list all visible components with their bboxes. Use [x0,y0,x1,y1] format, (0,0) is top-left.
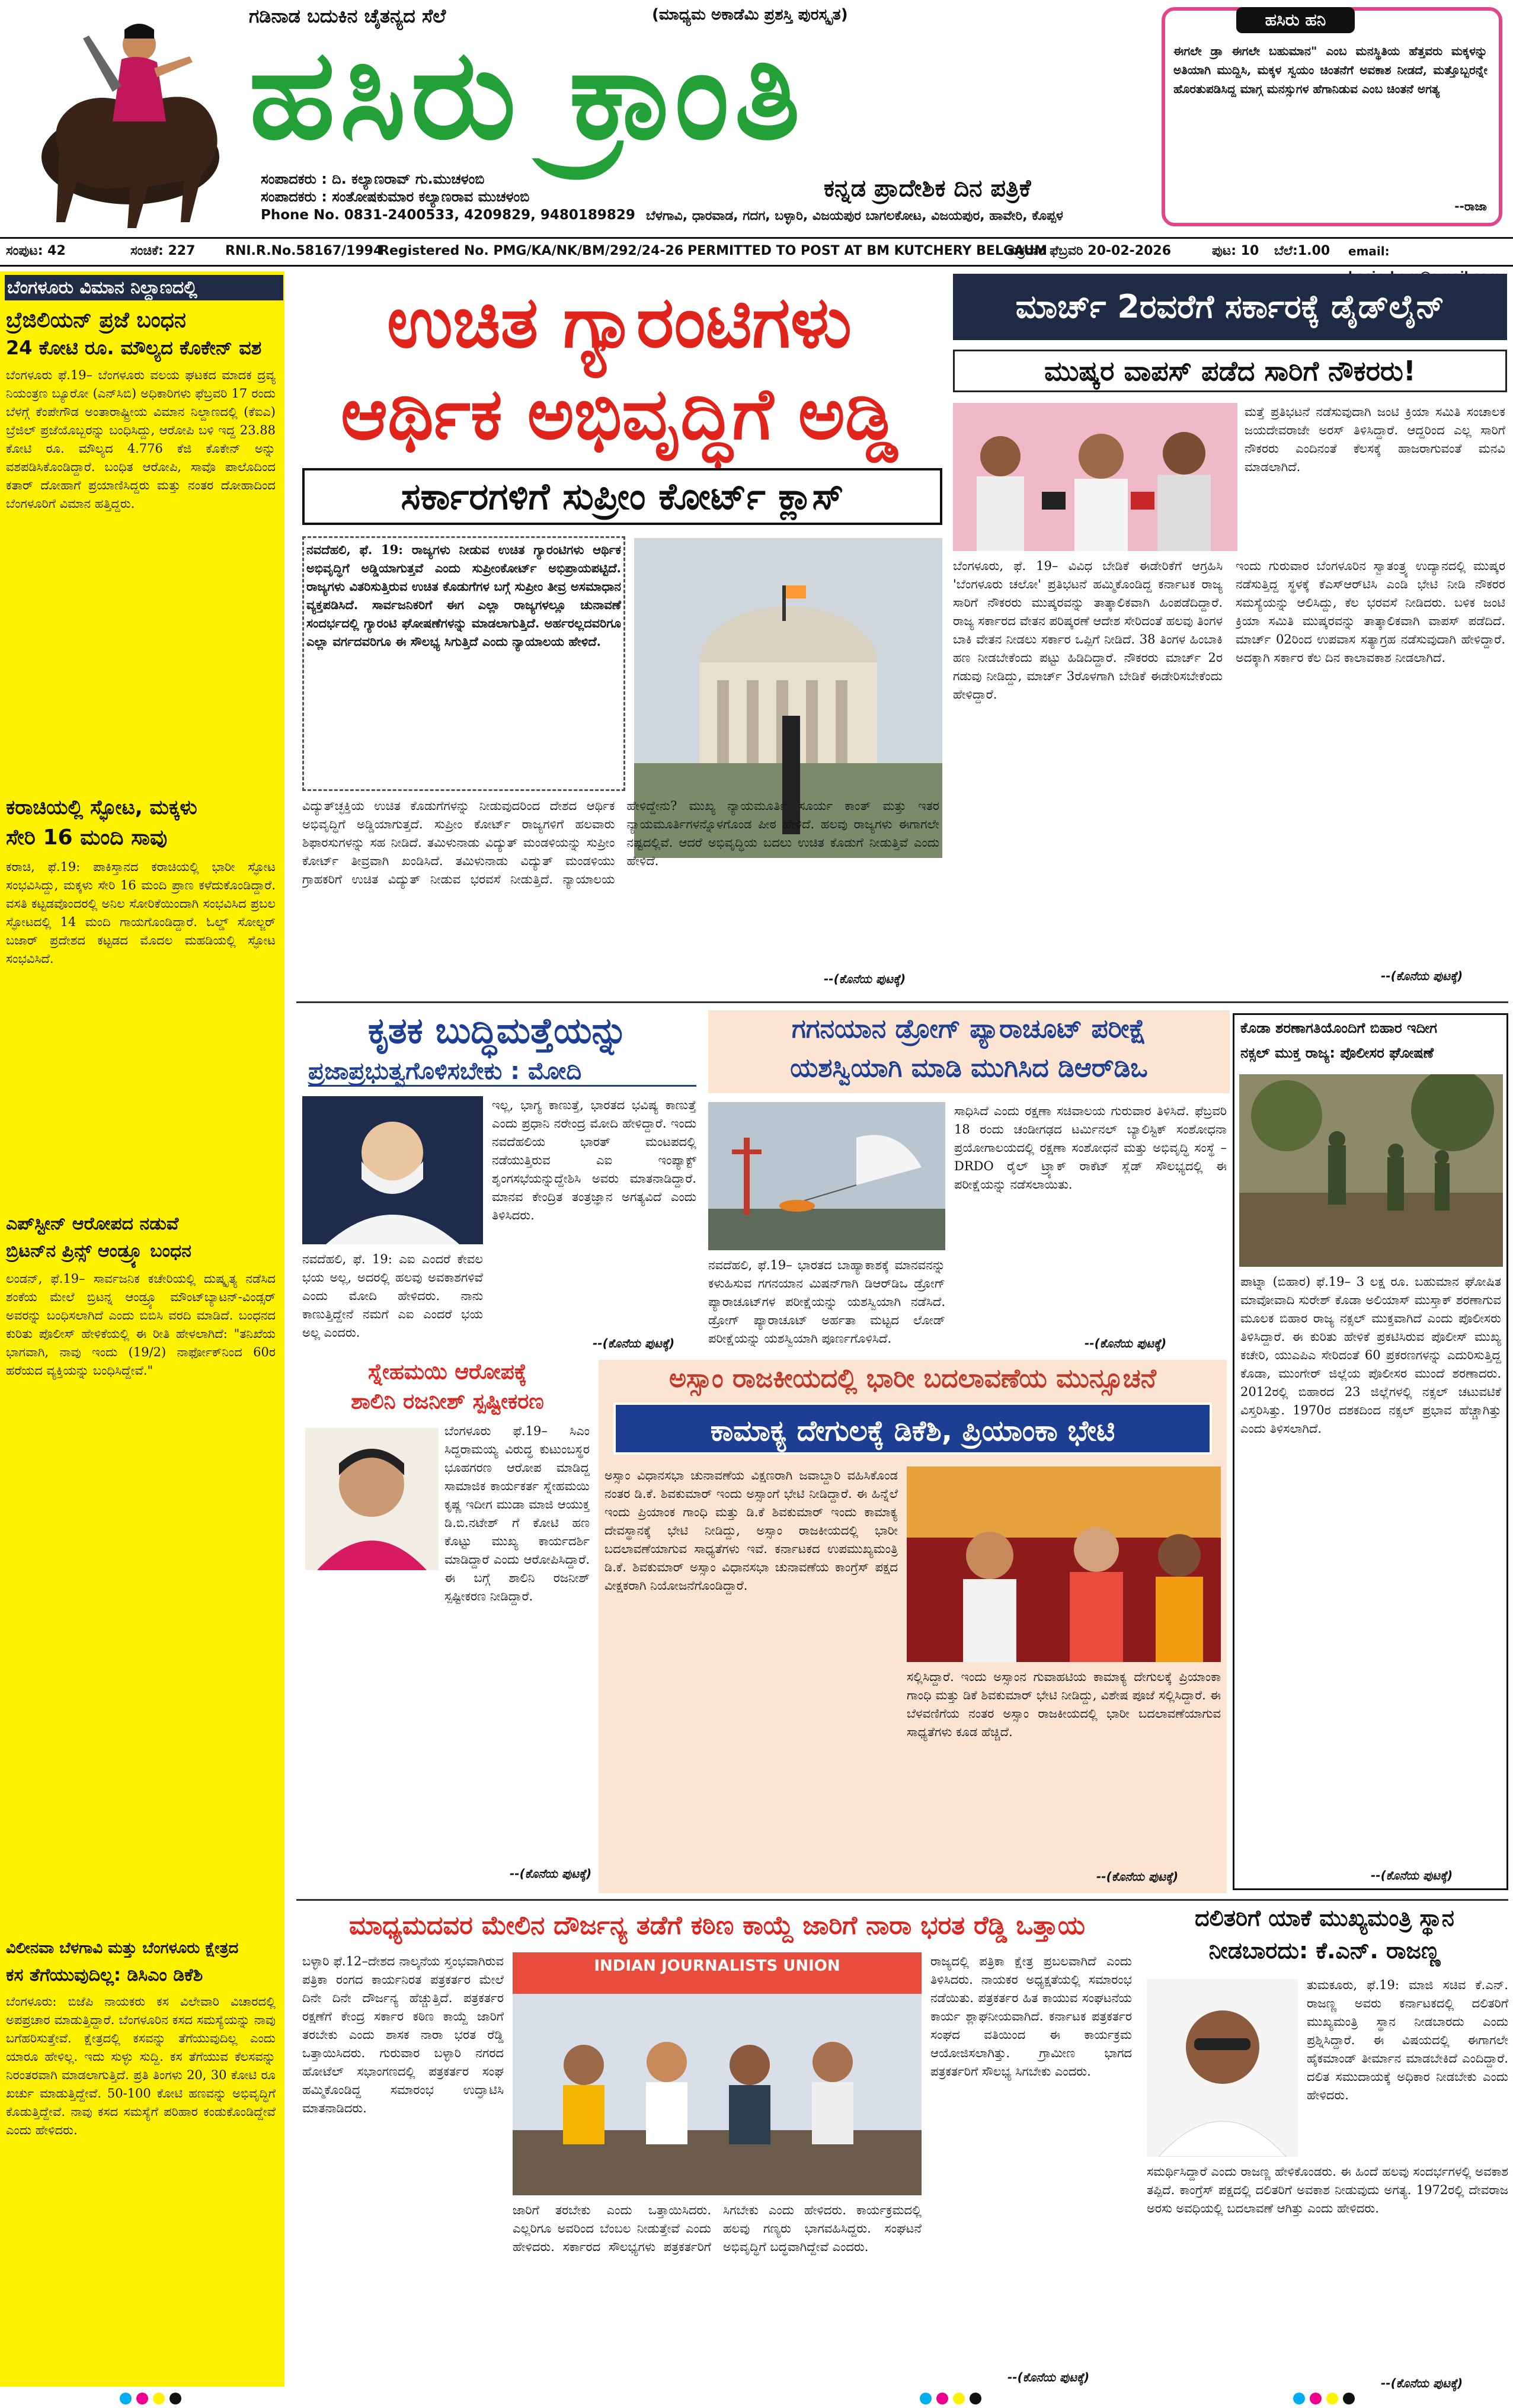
media-continued: --(ಕೊನೆಯ ಪುಟಕ್ಕೆ) [1007,2370,1090,2384]
paper-title: ಹಸಿರು ಕ್ರಾಂತಿ [249,22,805,167]
media-story-1: ಬಳ್ಳಾರಿ ಫೆ.12–ದೇಶದ ನಾಲ್ಕನೆಯ ಸ್ತಂಭವಾಗಿರುವ ಪತ್ರಿಕಾ ರಂಗದ ಕಾರ್ಯನಿರತ ಪತ್ರಕರ್ತರ ಮೇಲೆ ದಿನೇ ದಿನೇ ದೌರ್ಜನ್ಯ ಹೆಚ್ಚುತ್ತಿದೆ. ಪತ್ರಕರ್ತರ ರಕ್ಷಣೆಗೆ ಕೇಂದ್ರ ಸರ್ಕಾರ ಕಠಿಣ ಕಾಯ್ದೆ ಜಾರಿಗೆ ತರಬೇಕು ಎಂದು ಶಾಸಕ ನಾರಾ ಭರತ ರೆಡ್ಡಿ ಒತ್ತಾಯಿಸಿದರು. ಗುರುವಾರ ಬಳ್ಳಾರಿ ನಗರದ ಹೋಟೆಲ್ ಸಭಾಂಗಣದಲ್ಲಿ ಪತ್ರಕರ್ತರ ಸಂಘ ಹಮ್ಮಿಕೊಂಡಿದ್ದ ಸಮಾರಂಭ ಉದ್ಘಾಟಿಸಿ ಮಾತನಾಡಿದರು. [302,1954,504,2115]
lead-headline-1: ಉಚಿತ ಗ್ಯಾರಂಟಿಗಳು [386,281,852,364]
page-count: ಪುಟ: 10 [1212,244,1259,258]
hasiru-hani-box [1162,7,1502,226]
dalit-subhead: ನೀಡಬಾರದು: ಕೆ.ಎನ್. ರಾಜಣ್ಣ [1208,1938,1441,1964]
gagan-headline: ಗಗನಯಾನ ಡ್ರೋಗ್ ಪ್ಯಾರಾಚೂಟ್ ಪರೀಕ್ಷೆ [792,1014,1146,1044]
karachi-subhead: ಸೇರಿ 16 ಮಂದಿ ಸಾವು [6,825,168,850]
lead-body: ವಿದ್ಯುತ್‌ಚ್ಛಕ್ತಿಯ ಉಚಿತ ಕೊಡುಗೆಗಳನ್ನು ನೀಡುವುದರಿಂದ ದೇಶದ ಆರ್ಥಿಕ ಅಭಿವೃದ್ಧಿಗೆ ಅಡ್ಡಿಯಾಗುತ್ತದೆ. ಸುಪ್ರೀಂ ಕೋರ್ಟ್ ರಾಜ್ಯಗಳಿಗೆ ಹಲವಾರು ಶಿಫಾರಸುಗಳನ್ನು ಸಹ ನೀಡಿದೆ. ತಮಿಳುನಾಡು ವಿದ್ಯುತ್ ಮಂಡಳಿಯನ್ನು ಸುಪ್ರೀಂ ಕೋರ್ಟ್ ತೀವ್ರವಾಗಿ ಖಂಡಿಸಿದೆ. ತಮಿಳುನಾಡು ವಿದ್ಯುತ್ ಮಂಡಳಿಯು ಗ್ರಾಹಕರಿಗೆ ಉಚಿತ ವಿದ್ಯುತ್ ನೀಡುವ ಭರವಸೆ ನೀಡುತ್ತಿದೆ. ನ್ಯಾಯಾಲಯ ಹೇಳಿದ್ದೇನು? ಮುಖ್ಯ ನ್ಯಾಯಮೂರ್ತಿ ಸೂರ್ಯ ಕಾಂತ್ ಮತ್ತು ಇತರ ನ್ಯಾಯಮೂರ್ತಿಗಳನ್ನೊಳಗೊಂಡ ಪೀಠ ಹೇಳಿದೆ. ಹಲವು ರಾಜ್ಯಗಳು ಈಗಾಗಲೇ ನಷ್ಟದಲ್ಲಿವೆ. ಆದರೆ ಅಭಿವೃದ್ಧಿಯ ಬದಲು ಉಚಿತ ಕೊಡುಗೆ ನೀಡುತ್ತಿವೆ ಎಂದು ಹೇಳಿದೆ. [302,799,939,886]
contact-email: email: [1348,244,1390,258]
media-headline: ಮಾಧ್ಯಮದವರ ಮೇಲಿನ ದೌರ್ಜನ್ಯ ತಡೆಗೆ ಕಠಿಣ ಕಾಯ್ದೆ ಜಾರಿಗೆ ನಾರಾ ಭರತ ರೆಡ್ಡಿ ಒತ್ತಾಯ [349,1911,1085,1941]
bihar-story: ಪಾಟ್ನಾ (ಬಿಹಾರ) ಫೆ.19– 3 ಲಕ್ಷ ರೂ. ಬಹುಮಾನ ಘೋಷಿತ ಮಾವೋವಾದಿ ಸುರೇಶ್ ಕೊಡಾ ಅಲಿಯಾಸ್ ಮುಸ್ತಾಕ್ ಶರಣಾಗುವ ಮೂಲಕ ಬಿಹಾರ ರಾಜ್ಯ ನಕ್ಸಲ್ ಮುಕ್ತವಾಗಿದೆ ಎಂದು ಪೊಲೀಸರು ತಿಳಿಸಿದ್ದಾರೆ. ಈ ಕುರಿತು ಹೇಳಿಕೆ ಪ್ರಕಟಿಸಿರುವ ಪೊಲೀಸ್ ಮುಖ್ಯ ಕಚೇರಿ, ಯುಎಪಿಎ ಸೇರಿದಂತೆ 60 ಪ್ರಕರಣಗಳನ್ನು ಎದುರಿಸುತ್ತಿದ್ದ ಕೊಡಾ, ಮುಂಗೇರ್ ಜಿಲ್ಲೆಯ ಪೊಲೀಸರ ಮುಂದೆ ಶರಣಾದರು. 2012ರಲ್ಲಿ ಬಿಹಾರದ 23 ಜಿಲ್ಲೆಗಳಲ್ಲಿ ನಕ್ಸಲ್ ಚಟುವಟಿಕೆ ವಿಸ್ತರಿಸಿತ್ತು. 1970ರ ದಶಕದಿಂದ ನಕ್ಸಲ್ ಪ್ರಭಾವ ಹೆಚ್ಚಾಗಿತ್ತು ಎಂದು ತಿಳಿಸಲಾಗಿದೆ. [1240,1275,1501,1436]
shalini-headline: ಸ್ನೇಹಮಯಿ ಆರೋಪಕ್ಕೆ [368,1360,527,1384]
exec-editor-line: ಸಂಪಾದಕರು : ಸಂತೋಷಕುಮಾರ ಕಲ್ಯಾಣರಾವ ಮುಚಳಂಬಿ [261,188,530,205]
modi-headline: ಕೃತಕ ಬುದ್ಧಿಮತ್ತೆಯನ್ನು [367,1010,628,1052]
modi-story-2: ನವದೆಹಲಿ, ಫೆ. 19: ಎಐ ಎಂದರೆ ಕೇವಲ ಭಯ ಅಲ್ಲ, ಅದರಲ್ಲಿ ಹಲವು ಅವಕಾಶಗಳಿವೆ ಎಂದು ಮೋದಿ ಹೇಳಿದರು. ನಾನು ಕಾಣುತ್ತಿದ್ದೇನೆ ನಮಗೆ ಎಐ ಎಂದರೆ ಭಯ ಅಲ್ಲ ಎಂದರು. [302,1252,483,1340]
info-bar [0,237,1513,267]
bihar-subhead: ನಕ್ಸಲ್ ಮುಕ್ತ ರಾಜ್ಯ: ಪೊಲೀಸರ ಘೋಷಣೆ [1240,1045,1434,1061]
bihar-headline: ಕೊಡಾ ಶರಣಾಗತಿಯೊಂದಿಗೆ ಬಿಹಾರ ಇದೀಗ [1240,1020,1438,1036]
phone-line: Phone No. 0831-2400533, 4209829, 9480189829 [261,207,635,223]
transport-press-photo [953,403,1237,551]
dkshi-subhead: ಕಸ ತೆಗೆಯುವುದಿಲ್ಲ: ಡಿಸಿಎಂ ಡಿಕೆಶಿ [6,1965,203,1986]
assam-continued: --(ಕೊನೆಯ ಪುಟಕ್ಕೆ) [1096,1869,1179,1884]
divider-2 [296,1899,1508,1901]
epstein-subhead: ಬ್ರಿಟನ್‌ನ ಪ್ರಿನ್ಸ್ ಆಂಡ್ರ್ಯೂ ಬಂಧನ [6,1241,191,1261]
issue-volume: ಸಂಪುಟ: 42 [6,244,66,258]
journalists-union-photo [513,1952,922,2195]
issue-date: ಶುಕ್ರವಾರ ಫೆಬ್ರವರಿ 20-02-2026 [1007,244,1172,258]
dalit-headline: ದಲಿತರಿಗೆ ಯಾಕೆ ಮುಖ್ಯಮಂತ್ರಿ ಸ್ಥಾನ [1195,1905,1454,1931]
tagline: ಗಡಿನಾಡ ಬದುಕಿನ ಚೈತನ್ಯದ ಸೆಲೆ [249,5,446,27]
bihar-box [1233,1013,1508,1890]
media-story-2: ಜಾರಿಗೆ ತರಬೇಕು ಎಂದು ಒತ್ತಾಯಿಸಿದರು. ಎಲ್ಲರಿಗೂ ಅವರಿಂದ ಬೆಂಬಲ ನೀಡುತ್ತೇವೆ ಎಂದು ಹೇಳಿದರು. ಸರ್ಕಾರದ ಸೌಲಭ್ಯಗಳು ಪತ್ರಕರ್ತರಿಗೆ ಸಿಗಬೇಕು ಎಂದು ಹೇಳಿದರು. ಕಾರ್ಯಕ್ರಮದಲ್ಲಿ ಹಲವು ಗಣ್ಯರು ಭಾಗವಹಿಸಿದ್ದರು. ಸಂಘಟನೆ ಅಭಿವೃದ್ಧಿಗೆ ಬದ್ಧವಾಗಿದ್ದೇವೆ ಎಂದರು. [513,2203,922,2254]
karachi-story: ಕರಾಚಿ, ಫೆ.19: ಪಾಕಿಸ್ತಾನದ ಕರಾಚಿಯಲ್ಲಿ ಭಾರೀ ಸ್ಫೋಟ ಸಂಭವಿಸಿದ್ದು, ಮಕ್ಕಳು ಸೇರಿ 16 ಮಂದಿ ಪ್ರಾಣ ಕಳೆದುಕೊಂಡಿದ್ದಾರೆ. ವಸತಿ ಕಟ್ಟಡವೊಂದರಲ್ಲಿ ಅನಿಲ ಸೋರಿಕೆಯಿಂದಾಗಿ ಸಂಭವಿಸಿದ ಪ್ರಬಲ ಸ್ಫೋಟದಲ್ಲಿ 14 ಮಂದಿ ಗಾಯಗೊಂಡಿದ್ದಾರೆ. ಓಲ್ಡ್ ಸೋಲ್ಜರ್ ಬಜಾರ್ ಪ್ರದೇಶದ ಕಟ್ಟಡದ ಮೊದಲ ಮಹಡಿಯಲ್ಲಿ ಸ್ಫೋಟ ಸಂಭವಿಸಿದೆ. [6,860,276,966]
airport-headline: ಬ್ರೆಜಿಲಿಯನ್ ಪ್ರಜೆ ಬಂಧನ [6,308,186,332]
deadline-story-2: ಬೆಂಗಳೂರು, ಫೆ. 19– ವಿವಿಧ ಬೇಡಿಕೆ ಈಡೇರಿಕೆಗೆ ಆಗ್ರಹಿಸಿ 'ಬೆಂಗಳೂರು ಚಲೋ' ಪ್ರತಿಭಟನೆ ಹಮ್ಮಿಕೊಂಡಿದ್ದ ಕರ್ನಾಟಕ ರಾಜ್ಯ ಸಾರಿಗೆ ನೌಕರರು ಮುಷ್ಕರವನ್ನು ತಾತ್ಕಾಲಿಕವಾಗಿ ಹಿಂಪಡೆದಿದ್ದಾರೆ. ರಾಜ್ಯ ಸರ್ಕಾರದ ವೇತನ ಪರಿಷ್ಕರಣೆ ಆದೇಶ ಸೇರಿದಂತೆ ಹಲವು ತಿಂಗಳ ಬಾಕಿ ವೇತನ ನೀಡಲು ಸರ್ಕಾರ ಒಪ್ಪಿಗೆ ನೀಡಿದೆ. 38 ತಿಂಗಳ ಹಿಂಬಾಕಿ ಹಣ ನೀಡಬೇಕೆಂದು ಪಟ್ಟು ಹಿಡಿದಿದ್ದಾರೆ. ನೌಕರರು ಮಾರ್ಚ್ 2ರ ಗಡುವು ನೀಡಿದ್ದು, ಮಾರ್ಚ್ 3ರೊಳಗಾಗಿ ಬೇಡಿಕೆ ಈಡೇರಿಸಬೇಕೆಂದು ಹೇಳಿದ್ದಾರೆ. [953,559,1223,702]
editor-line: ಸಂಪಾದಕರು : ದಿ. ಕಲ್ಯಾಣರಾವ್ ಗು.ಮುಚಳಂಬಿ [261,171,485,187]
police-patrol-photo [1239,1074,1503,1267]
deadline-story-3: ಇಂದು ಗುರುವಾರ ಬೆಂಗಳೂರಿನ ಸ್ವಾತಂತ್ರ್ಯ ಉದ್ಯಾನದಲ್ಲಿ ಮುಷ್ಕರ ನಡೆಸುತ್ತಿದ್ದ ಸ್ಥಳಕ್ಕೆ ಕೆಎಸ್ಆರ್‌ಟಿಸಿ ಎಂಡಿ ಭೇಟಿ ನೀಡಿ ನೌಕರರ ಸಮಸ್ಯೆಯನ್ನು ಆಲಿಸಿದ್ದು, ಕೆಲ ಭರವಸೆ ನೀಡಿದರು. ಬಳಿಕ ಜಂಟಿ ಕ್ರಿಯಾ ಸಮಿತಿ ಮುಷ್ಕರವನ್ನು ತಾತ್ಕಾಲಿಕವಾಗಿ ವಾಪಸ್ ಪಡೆದಿದೆ. ಮಾರ್ಚ್ 02ರಿಂದ ಉಪವಾಸ ಸತ್ಯಾಗ್ರಹ ನಡೆಸುವುದಾಗಿ ಹೇಳಿದ್ದಾರೆ. ಅದಕ್ಕಾಗಿ ಸರ್ಕಾರ ಕೆಲ ದಿನ ಕಾಲಾವಕಾಶ ನೀಡಲಾಗಿದೆ. [1236,559,1505,665]
epstein-story: ಲಂಡನ್, ಫೆ.19– ಸಾರ್ವಜನಿಕ ಕಚೇರಿಯಲ್ಲಿ ದುಷ್ಕೃತ್ಯ ನಡೆಸಿದ ಶಂಕೆಯ ಮೇಲೆ ಬ್ರಿಟನ್ನ ಆಂಡ್ರ್ಯೂ ಮೌಂಟ್‌ಬ್ಯಾಟನ್-ವಿಂಡ್ಸರ್ ಅವರನ್ನು ಬಂಧಿಸಲಾಗಿದೆ ಎಂದು ಬಿಬಿಸಿ ವರದಿ ಮಾಡಿದೆ. ಬಂಧನದ ಕುರಿತು ಪೊಲೀಸ್ ಹೇಳಿಕೆಯಲ್ಲಿ ಈ ರೀತಿ ಹೇಳಲಾಗಿದೆ: "ತನಿಖೆಯ ಭಾಗವಾಗಿ, ನಾವು ಇಂದು (19/2) ನಾರ್ಫೋಕ್‌ನಿಂದ 60ರ ಹರೆಯದ ವ್ಯಕ್ತಿಯನ್ನು ಬಂಧಿಸಿದ್ದೇವೆ." [6,1272,276,1378]
assam-story-1: ಅಸ್ಸಾಂ ವಿಧಾನಸಭಾ ಚುನಾವಣೆಯ ವಿಕ್ಷಣರಾಗಿ ಜವಾಬ್ದಾರಿ ವಹಿಸಿಕೊಂಡ ನಂತರ ಡಿ.ಕೆ. ಶಿವಕುಮಾರ್ ಇಂದು ಅಸ್ಸಾಂಗೆ ಭೇಟಿ ನೀಡಿದ್ದಾರೆ. ಈ ಹಿನ್ನೆಲೆ ಇಂದು ಪ್ರಿಯಾಂಕ ಗಾಂಧಿ ಮತ್ತು ಡಿ.ಕೆ ಶಿವಕುಮಾರ್ ಇಂದು ಕಾಮಾಕ್ಯ ದೇವಸ್ಥಾನಕ್ಕೆ ಭೇಟಿ ನೀಡಿದ್ದು, ಅಸ್ಸಾಂ ರಾಜಕೀಯದಲ್ಲಿ ಭಾರೀ ಬದಲಾವಣೆಯಾಗುವ ಸಾಧ್ಯತೆಗಳು ಇವೆ. ಕರ್ನಾಟಕದ ಉಪಮುಖ್ಯಮಂತ್ರಿ ಡಿ.ಕೆ. ಶಿವಕುಮಾರ್ ಅಸ್ಸಾಂ ವಿಧಾನಸಭಾ ಚುನಾವಣೆಯ ಕಾಂಗ್ರೆಸ್ ಪಕ್ಷದ ವೀಕ್ಷಕರಾಗಿ ನಿಯೋಜನೆಗೊಂಡಿದ್ದಾರೆ. [604,1468,898,1593]
issue-number: ಸಂಚಿಕೆ: 227 [130,244,196,258]
lead-subhead: ಸರ್ಕಾರಗಳಿಗೆ ಸುಪ್ರೀಂ ಕೋರ್ಟ್ ಕ್ಲಾಸ್ [401,475,844,518]
gagan-continued: --(ಕೊನೆಯ ಪುಟಕ್ಕೆ) [1085,1336,1167,1350]
lead-continued: --(ಕೊನೆಯ ಪುಟಕ್ಕೆ) [824,972,906,986]
left-column [0,271,284,2387]
deadline-headline: ಮಾರ್ಚ್ 2ರವರೆಗೆ ಸರ್ಕಾರಕ್ಕೆ ಡೈಡ್‌ಲೈನ್ [953,274,1507,340]
lead-subhead-box [302,468,942,525]
gagan-story-1: ಸಾಧಿಸಿದೆ ಎಂದು ರಕ್ಷಣಾ ಸಚಿವಾಲಯ ಗುರುವಾರ ತಿಳಿಸಿದೆ. ಫೆಬ್ರವರಿ 18 ರಂದು ಚಂಡೀಗಢದ ಟರ್ಮಿನಲ್ ಬ್ಯಾಲಿಸ್ಟಿಕ್ ಸಂಶೋಧನಾ ಪ್ರಯೋಗಾಲಯದಲ್ಲಿ ರಕ್ಷಣಾ ಸಂಶೋಧನೆ ಮತ್ತು ಅಭಿವೃದ್ಧಿ ಸಂಸ್ಥೆ –DRDO ರೈಲ್ ಟ್ರ್ಯಾಕ್ ರಾಕೆಟ್ ಸ್ಲೆಡ್ ಸೌಲಭ್ಯದಲ್ಲಿ ಈ ಪರೀಕ್ಷೆಯನ್ನು ನಡೆಸಲಾಯಿತು. [954,1104,1227,1192]
modi-photo [302,1096,483,1244]
rider-logo-icon [12,3,249,234]
dkshi-story: ಬೆಂಗಳೂರು: ಬಿಜೆಪಿ ನಾಯಕರು ಕಸ ವಿಲೇವಾರಿ ವಿಚಾರದಲ್ಲಿ ಅಪಪ್ರಚಾರ ಮಾಡುತ್ತಿದ್ದಾರೆ. ಬೆಂಗಳೂರಿನ ಕಸದ ಸಮಸ್ಯೆಯನ್ನು ನಾವು ಬಗೆಹರಿಸುತ್ತೇವೆ. ಕ್ಷೇತ್ರದಲ್ಲಿ ಕಸವನ್ನು ತೆಗೆಯುವುದಿಲ್ಲ ಎಂದು ಯಾರೂ ಹೇಳಿಲ್ಲ. ಇದು ಸುಳ್ಳು ಸುದ್ದಿ. ಕಸ ತೆಗೆಯುವ ಕೆಲಸವನ್ನು ನಿರಂತರವಾಗಿ ಮಾಡಲಾಗುತ್ತಿದೆ. ಪ್ರತಿ ತಿಂಗಳು 20, 30 ಕೋಟಿ ರೂ ಖರ್ಚು ಮಾಡುತ್ತಿದ್ದೇವೆ. 50-100 ಕೋಟಿ ಹಣವನ್ನು ಅಭಿವೃದ್ಧಿಗೆ ಕೊಡುತ್ತಿದ್ದೇವೆ. ನಾವು ಕಸದ ಸಮಸ್ಯೆಗೆ ಪರಿಹಾರ ಕಂಡುಕೊಂಡಿದ್ದೇವೆ ಎಂದು ಹೇಳಿದರು. [6,1994,276,2137]
modi-subhead: ಪ್ರಜಾಪ್ರಭುತ್ವಗೊಳಿಸಬೇಕು : ಮೋದಿ [308,1058,696,1087]
dalit-story-1: ತುಮಕೂರು, ಫೆ.19: ಮಾಜಿ ಸಚಿವ ಕೆ.ಎನ್. ರಾಜಣ್ಣ ಅವರು ಕರ್ನಾಟಕದಲ್ಲಿ ದಲಿತರಿಗೆ ಮುಖ್ಯಮಂತ್ರಿ ಸ್ಥಾನ ನೀಡಬಾರದು ಎಂದು ಪ್ರಶ್ನಿಸಿದ್ದಾರೆ. ಈ ವಿಷಯದಲ್ಲಿ ಈಗಾಗಲೇ ಹೈಕಮಾಂಡ್ ತೀರ್ಮಾನ ಮಾಡಬೇಕಿದೆ ಎಂದಿದ್ದಾರೆ. ದಲಿತ ಸಮುದಾಯಕ್ಕೆ ಅಧಿಕಾರ ನೀಡಬೇಕು ಎಂದು ಹೇಳಿದರು. [1307,1978,1508,2102]
paper-subtitle: ಕನ್ನಡ ಪ್ರಾದೇಶಿಕ ದಿನ ಪತ್ರಿಕೆ [824,175,1031,202]
hasiru-hani-text: ಈಗಲೇ ಡ್ರಾ ಈಗಲೇ ಬಹುಮಾನ" ಎಂಬ ಮನಸ್ಥಿತಿಯ ಹೆತ್ತವರು ಮಕ್ಕಳನ್ನು ಅತಿಯಾಗಿ ಮುದ್ದಿಸಿ, ಮಕ್ಕಳ ಸ್ವಯಂ ಚಿಂತನೆಗೆ ಅವಕಾಶ ನೀಡದೆ, ಮತ್ತೊಬ್ಬರನ್ನೇ ಹೊರತುಪಡಿಸಿದ್ದ ಮಾಗ್ಗ ಮನಸ್ಸುಗಳ ಹೆಗಾನಿಡುವ ಎಂಬ ಚಿಂತನೆ ಅಗತ್ಯ [1173,44,1488,96]
cmyk-marks-left [119,2391,196,2406]
media-story-3: ರಾಜ್ಯದಲ್ಲಿ ಪತ್ರಿಕಾ ಕ್ಷೇತ್ರ ಪ್ರಬಲವಾಗಿದೆ ಎಂದು ತಿಳಿಸಿದರು. ನಾಯಕರ ಅಧ್ಯಕ್ಷತೆಯಲ್ಲಿ ಸಮಾರಂಭ ನಡೆಯಿತು. ಪತ್ರಕರ್ತರ ಹಿತ ಕಾಯುವ ಸಂಘಟನೆಯ ಕಾರ್ಯ ಶ್ಲಾಘನೀಯವಾಗಿದೆ. ಕರ್ನಾಟಕ ಪತ್ರಕರ್ತರ ಸಂಘದ ವತಿಯಿಂದ ಈ ಕಾರ್ಯಕ್ರಮ ಆಯೋಜಿಸಲಾಗಿತ್ತು. ಗ್ರಾಮೀಣ ಭಾಗದ ಪತ್ರಕರ್ತರಿಗೆ ಸೌಲಭ್ಯ ಸಿಗಬೇಕು ಎಂದರು. [930,1954,1132,2079]
assam-story-2: ಸಲ್ಲಿಸಿದ್ದಾರೆ. ಇಂದು ಅಸ್ಸಾಂನ ಗುವಾಹಟಿಯ ಕಾಮಾಕ್ಯ ದೇಗುಲಕ್ಕೆ ಪ್ರಿಯಾಂಕಾ ಗಾಂಧಿ ಮತ್ತು ಡಿಕೆ ಶಿವಕುಮಾರ್ ಭೇಟಿ ನೀಡಿದ್ದು, ವಿಶೇಷ ಪೂಜೆ ಸಲ್ಲಿಸಿದ್ದಾರೆ. ಈ ಬೆಳವಣಿಗೆಯ ನಂತರ ಅಸ್ಸಾಂ ರಾಜಕೀಯದಲ್ಲಿ ಭಾರೀ ಬದಲಾವಣೆಯಾಗುವ ಸಾಧ್ಯತೆಗಳು ಕೂಡ ಹೆಚ್ಚಿದೆ. [907,1670,1221,1739]
modi-story-1: ಇಲ್ಲ, ಭಾಗ್ಯ ಕಾಣುತ್ತೆ, ಭಾರತದ ಭವಿಷ್ಯ ಕಾಣುತ್ತೆ ಎಂದು ಪ್ರಧಾನಿ ನರೇಂದ್ರ ಮೋದಿ ಹೇಳಿದ್ದಾರೆ. ಇಂದು ನವದೆಹಲಿಯ ಭಾರತ್ ಮಂಟಪದಲ್ಲಿ ನಡೆಯುತ್ತಿರುವ ಎಐ ಇಂಪ್ಯಾಕ್ಟ್ ಶೃಂಗಸಭೆಯನ್ನುದ್ದೇಶಿಸಿ ಅವರು ಮಾತನಾಡಿದ್ದಾರೆ. ಮಾನವ ಕೇಂದ್ರಿತ ತಂತ್ರಜ್ಞಾನ ಅಗತ್ಯವಿದೆ ಎಂದು ತಿಳಿಸಿದರು. [492,1098,696,1222]
hasiru-hani-title: ಹಸಿರು ಹನಿ [1236,7,1355,33]
epstein-headline: ಎಪ್‌ಸ್ಟೀನ್ ಆರೋಪದ ನಡುವೆ [6,1213,179,1234]
deadline-subhead: ಮುಷ್ಕರ ವಾಪಸ್ ಪಡೆದ ಸಾರಿಗೆ ನೌಕರರು! [953,350,1507,392]
gagan-headline-box [708,1010,1230,1093]
lead-headline-2: ಆರ್ಥಿಕ ಅಭಿವೃದ್ಧಿಗೆ ಅಡ್ಡಿ [340,373,898,456]
airport-kicker: ಬೆಂಗಳೂರು ವಿಮಾನ ನಿಲ್ದಾಣದಲ್ಲಿ [5,275,283,300]
airport-story: ಬೆಂಗಳೂರು ಫೆ.19– ಬೆಂಗಳೂರು ವಲಯ ಘಟಕದ ಮಾದಕ ದ್ರವ್ಯ ನಿಯಂತ್ರಣ ಬ್ಯೂರೋ (ಎನ್‌ಸಿಬಿ) ಅಧಿಕಾರಿಗಳು ಫೆಬ್ರವರಿ 17 ರಂದು ಬೆಳಗ್ಗೆ ಕೆಂಪೇಗೌಡ ಅಂತಾರಾಷ್ಟ್ರೀಯ ವಿಮಾನ ನಿಲ್ದಾಣದಲ್ಲಿ (ಕೆಐಎ) ಬ್ರೆಜಿಲ್ ಪ್ರಜೆಯೊಬ್ಬರನ್ನು ಬಂಧಿಸಿದ್ದು, ಆರೋಪಿ ಬಳಿ ಇದ್ದ 23.88 ಕೋಟಿ ರೂ. ಮೌಲ್ಯದ 4.776 ಕೆಜಿ ಕೊಕೇನ್ ಅನ್ನು ವಶಪಡಿಸಿಕೊಂಡಿದ್ದಾರೆ. ಬಂಧಿತ ಆರೋಪಿ, ಸಾವೊ ಪಾಲೊದಿಂದ ಕತಾರ್ ದೋಹಾಗೆ ಪ್ರಯಾಣಿಸಿದ್ದರು ಮತ್ತು ನಂತರ ದೋಹಾದಿಂದ ಬೆಂಗಳೂರಿಗೆ ವಿಮಾನ ಹತ್ತಿದ್ದರು. [6,368,276,511]
modi-continued: --(ಕೊನೆಯ ಪುಟಕ್ಕೆ) [593,1336,675,1350]
divider-1 [296,1001,1508,1003]
assam-subhead: ಕಾಮಾಕ್ಯ ದೇಗುಲಕ್ಕೆ ಡಿಕೆಶಿ, ಪ್ರಿಯಾಂಕಾ ಭೇಟಿ [613,1402,1212,1455]
price: ಬೆಲೆ:1.00 [1274,244,1330,258]
kamakhya-temple-photo [907,1466,1221,1662]
union-banner-text: INDIAN JOURNALISTS UNION [594,1957,840,1975]
postal-permit: PERMITTED TO POST AT BM KUTCHERY BELGAUM [687,244,1048,258]
cmyk-marks-center [919,2391,996,2406]
deadline-continued: --(ಕೊನೆಯ ಪುಟಕ್ಕೆ) [1381,969,1463,983]
assam-box [599,1360,1227,1893]
masthead [0,0,1513,237]
dalit-story-2: ಸಮರ್ಥಿಸಿದ್ದಾರೆ ಎಂದು ರಾಜಣ್ಣ ಹೇಳಿಕೊಂಡರು. ಈ ಹಿಂದೆ ಹಲವು ಸಂದರ್ಭಗಳಲ್ಲಿ ಅವಕಾಶ ತಪ್ಪಿದೆ. ಕಾಂಗ್ರೆಸ್ ಪಕ್ಷದಲ್ಲಿ ದಲಿತರಿಗೆ ಅವಕಾಶ ನೀಡುವುದು ಅಗತ್ಯ. 1972ರಲ್ಲಿ ದೇವರಾಜ ಅರಸು ಅವಧಿಯಲ್ಲಿ ಬದಲಾವಣೆ ಆಗಿತ್ತು ಎಂದು ಹೇಳಿದರು. [1147,2164,1508,2215]
karachi-headline: ಕರಾಚಿಯಲ್ಲಿ ಸ್ಫೋಟ, ಮಕ್ಕಳು [6,796,197,819]
registration-number: Registered No. PMG/KA/NK/BM/292/24-26 [379,244,684,258]
cmyk-marks-right [1292,2391,1369,2406]
dkshi-headline: ವಿಲೀನವಾ ಬೆಳಗಾವಿ ಮತ್ತು ಬೆಂಗಳೂರು ಕ್ಷೇತ್ರದ [6,1939,239,1957]
shalini-subhead: ಶಾಲಿನಿ ರಜನೀಶ್ ಸ್ಪಷ್ಟೀಕರಣ [351,1389,544,1414]
dalit-continued: --(ಕೊನೆಯ ಪುಟಕ್ಕೆ) [1381,2376,1463,2390]
lead-intro: ನವದೆಹಲಿ, ಫೆ. 19: ರಾಜ್ಯಗಳು ನೀಡುವ ಉಚಿತ ಗ್ಯಾರಂಟಿಗಳು ಆರ್ಥಿಕ ಅಭಿವೃದ್ಧಿಗೆ ಅಡ್ಡಿಯಾಗುತ್ತವೆ ಎಂದು ಸುಪ್ರೀಂಕೋರ್ಟ್ ಅಭಿಪ್ರಾಯಪಟ್ಟಿದೆ. ರಾಜ್ಯಗಳು ವಿತರಿಸುತ್ತಿರುವ ಉಚಿತ ಕೊಡುಗೆಗಳ ಬಗ್ಗೆ ಸುಪ್ರೀಂ ತೀವ್ರ ಅಸಮಾಧಾನ ವ್ಯಕ್ತಪಡಿಸಿದೆ. ಸಾರ್ವಜನಿಕರಿಗೆ ಈಗ ಎಲ್ಲಾ ರಾಜ್ಯಗಳಲ್ಲೂ ಚುನಾವಣೆ ಸಂದರ್ಭದಲ್ಲಿ ಗ್ಯಾರಂಟಿ ಘೋಷಣೆಗಳನ್ನು ಮಾಡಲಾಗುತ್ತಿದೆ. ಅರ್ಹರಲ್ಲದವರಿಗೂ ಎಲ್ಲಾ ವರ್ಗದವರಿಗೂ ಈ ಸೌಲಭ್ಯ ಸಿಗುತ್ತಿದೆ ಎಂದು ನ್ಯಾಯಾಲಯ ಹೇಳಿದೆ. [302,536,625,791]
shalini-continued: --(ಕೊನೆಯ ಪುಟಕ್ಕೆ) [510,1866,592,1881]
parachute-test-photo [708,1102,945,1250]
shalini-story: ಬೆಂಗಳೂರು ಫೆ.19– ಸಿಎಂ ಸಿದ್ದರಾಮಯ್ಯ ವಿರುದ್ಧ ಕುಟುಂಬಸ್ಥರ ಭೂಹಗರಣ ಆರೋಪ ಮಾಡಿದ್ದ ಸಾಮಾಜಿಕ ಕಾರ್ಯಕರ್ತ ಸ್ನೇಹಮಯಿ ಕೃಷ್ಣ ಇದೀಗ ಮುಡಾ ಮಾಜಿ ಆಯುಕ್ತ ಡಿ.ಬಿ.ನಟೇಶ್ ಗೆ ಕೋಟಿ ಹಣ ಕೊಟ್ಟು ಮುಖ್ಯ ಕಾರ್ಯದರ್ಶಿ ಮಾಡಿದ್ದಾರೆ ಎಂದು ಆರೋಪಿಸಿದ್ದಾರೆ. ಈ ಬಗ್ಗೆ ಶಾಲಿನಿ ರಜನೀಶ್ ಸ್ಪಷ್ಟೀಕರಣ ನೀಡಿದ್ದಾರೆ. [444,1424,590,1603]
hasiru-hani-author: --ರಾಜಾ [1454,199,1487,213]
rni-number: RNI.R.No.58167/1994 [225,244,383,258]
bihar-continued: --(ಕೊನೆಯ ಪುಟಕ್ಕೆ) [1371,1868,1453,1882]
rajanna-photo [1147,1979,1298,2157]
airport-subhead: 24 ಕೋಟಿ ರೂ. ಮೌಲ್ಯದ ಕೊಕೇನ್ ವಶ [6,337,262,359]
shalini-photo [305,1428,439,1570]
gagan-story-2: ನವದೆಹಲಿ, ಫೆ.19– ಭಾರತದ ಬಾಹ್ಯಾಕಾಶಕ್ಕೆ ಮಾನವನನ್ನು ಕಳುಹಿಸುವ ಗಗನಯಾನ ಮಿಷನ್‌ಗಾಗಿ ಡಿಆರ್‌ಡಿಒ ಡ್ರೋಗ್ ಪ್ಯಾರಾಚೂಟ್‌ಗಳ ಪರೀಕ್ಷೆಯನ್ನು ಯಶಸ್ವಿಯಾಗಿ ನಡೆಸಿದೆ. ಡ್ರೋಗ್ ಪ್ಯಾರಾಚೂಟ್ ಅರ್ಹತಾ ಮಟ್ಟದ ಲೋಡ್ ಪರೀಕ್ಷೆಯನ್ನು ಯಶಸ್ವಿಯಾಗಿ ಪೂರ್ಣಗೊಳಿಸಿದೆ. [708,1258,945,1346]
cities-line: ಬೆಳಗಾವಿ, ಧಾರವಾಡ, ಗದಗ, ಬಳ್ಳಾರಿ, ವಿಜಯಪುರ ಬಾಗಲಕೋಟ, ವಿಜಯಪುರ, ಹಾವೇರಿ, ಕೊಪ್ಪಳ [646,209,1063,223]
deadline-story-1: ಮತ್ತೆ ಪ್ರತಿಭಟನೆ ನಡೆಸುವುದಾಗಿ ಜಂಟಿ ಕ್ರಿಯಾ ಸಮಿತಿ ಸಂಚಾಲಕ ಜಯದೇವರಾಜೇ ಅರಸ್ ತಿಳಿಸಿದ್ದಾರೆ. ಆದ್ದರಿಂದ ಎಲ್ಲ ಸಾರಿಗೆ ನೌಕರರು ಎಂದಿನಂತೆ ಕೆಲಸಕ್ಕೆ ಹಾಜರಾಗುವಂತೆ ಮನವಿ ಮಾಡಲಾಗಿದೆ. [1245,405,1505,474]
assam-headline: ಅಸ್ಸಾಂ ರಾಜಕೀಯದಲ್ಲಿ ಭಾರೀ ಬದಲಾವಣೆಯ ಮುನ್ಸೂಚನೆ [669,1363,1156,1394]
award-note: (ಮಾಧ್ಯಮ ಅಕಾಡೆಮಿ ಪ್ರಶಸ್ತಿ ಪುರಸ್ಕೃತ) [652,6,848,24]
gagan-subhead: ಯಶಸ್ವಿಯಾಗಿ ಮಾಡಿ ಮುಗಿಸಿದ ಡಿಆರ್‌ಡಿಒ [790,1053,1148,1083]
